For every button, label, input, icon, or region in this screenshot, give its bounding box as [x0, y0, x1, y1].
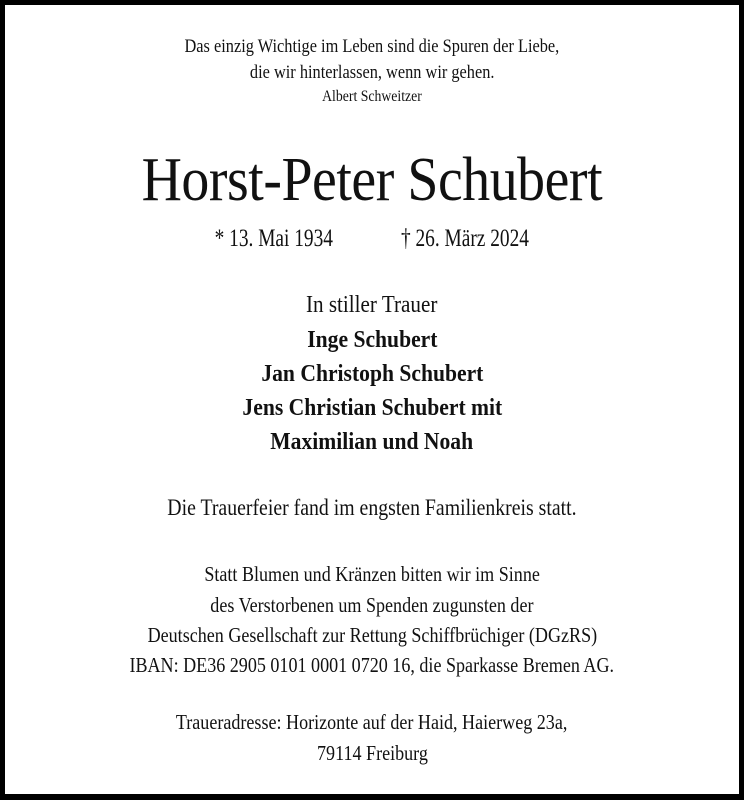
- mourner-name: Inge Schubert: [306, 327, 438, 353]
- donation-line: [5, 593, 739, 618]
- ceremony-text: Die Trauerfeier fand im engsten Familienkreis statt.: [167, 495, 577, 520]
- mourning-label-text: In stiller Trauer: [306, 292, 438, 318]
- deceased-name: [5, 145, 739, 216]
- mourner-name: Jan Christoph Schubert: [260, 361, 484, 387]
- deceased-name-text: Horst-Peter Schubert: [141, 146, 603, 214]
- donation-text: Deutschen Gesellschaft zur Rettung Schiffbrüchiger (DGzRS): [147, 623, 597, 647]
- donation-line: [5, 623, 739, 648]
- quote-line-2: [5, 62, 739, 84]
- quote-text: die wir hinterlassen, wenn wir gehen.: [249, 62, 495, 83]
- dates-row: [207, 225, 538, 253]
- mourner: [5, 327, 739, 354]
- mourner: [5, 361, 739, 388]
- address-text: Traueradresse: Horizonte auf der Haid, Haierweg 23a,: [176, 710, 568, 734]
- donation-line: [5, 562, 739, 587]
- mourner-name: Maximilian und Noah: [270, 429, 474, 455]
- donation-iban: [5, 653, 739, 678]
- mourner-name: Jens Christian Schubert mit: [242, 395, 502, 421]
- ceremony-note: [5, 495, 739, 521]
- donation-text: des Verstorbenen um Spenden zugunsten der: [210, 593, 534, 617]
- address-line: [5, 741, 739, 766]
- iban-text: IBAN: DE36 2905 0101 0001 0720 16, die Sparkasse Bremen AG.: [129, 653, 615, 677]
- mourner: [5, 429, 739, 456]
- quote-line-1: [5, 36, 739, 58]
- quote-author: [5, 88, 739, 106]
- mourner: [5, 395, 739, 422]
- death-date: † 26. März 2024: [400, 225, 529, 252]
- obituary-notice: [5, 5, 739, 794]
- quote-text: Das einzig Wichtige im Leben sind die Spuren der Liebe,: [184, 36, 560, 57]
- birth-date: * 13. Mai 1934: [214, 225, 333, 252]
- donation-text: Statt Blumen und Kränzen bitten wir im Sinne: [204, 562, 540, 586]
- quote-author-text: Albert Schweitzer: [322, 88, 422, 105]
- address-line: [5, 710, 739, 735]
- address-text: 79114 Freiburg: [316, 741, 428, 765]
- mourning-label: [5, 292, 739, 319]
- life-dates: [5, 225, 739, 253]
